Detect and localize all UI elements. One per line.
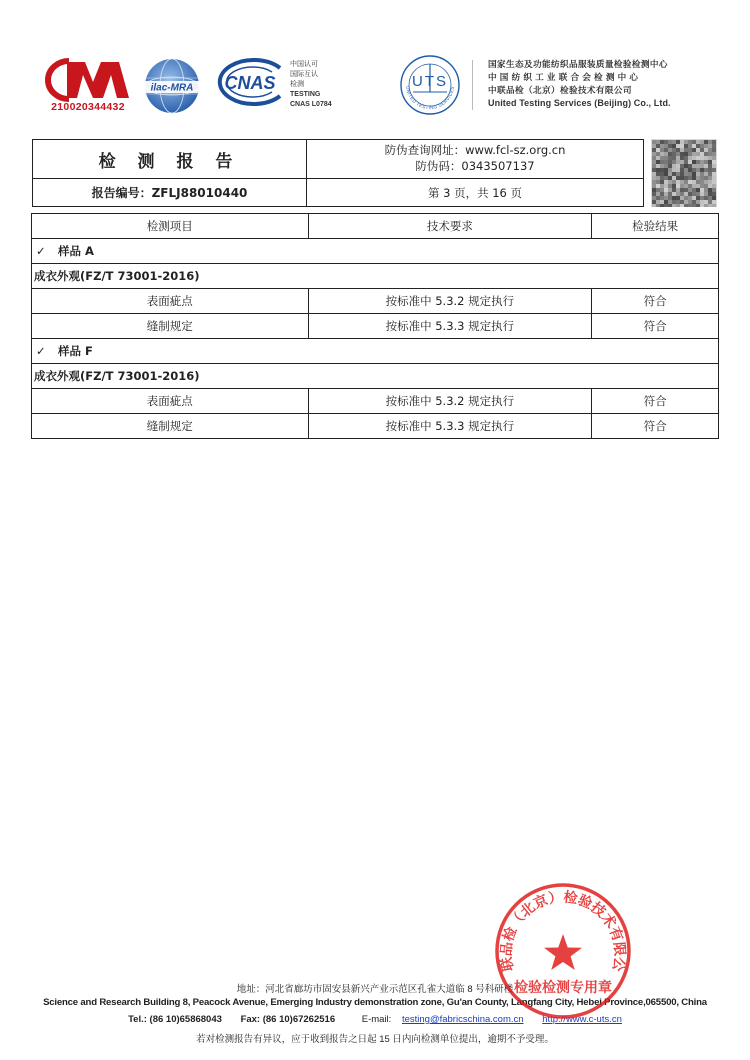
result: 符合	[592, 289, 719, 314]
footer-note: 若对检测报告有异议，应于收到报告之日起 15 日内向检测单位提出，逾期不予受理。	[196, 1034, 554, 1045]
table-row	[32, 314, 719, 339]
org-name-line: 国家生态及功能纺织品服装质量检验检测中心	[488, 59, 668, 69]
svg-text:中联品检（北京）检验技术有限公司: 联品检（北京）检验技术有限公	[498, 889, 628, 973]
cnas-mark-icon	[210, 58, 286, 106]
verify-code: 防伪码：0343507137	[415, 159, 535, 173]
org-name-line: 中 国 纺 织 工 业 联 合 会 检 测 中 心	[488, 72, 639, 82]
footer-address-cn: 地址：河北省廊坊市固安县新兴产业示范区孔雀大道临 8 号科研楼	[236, 984, 514, 995]
table-row	[32, 289, 719, 314]
test-item: 缝制规定	[32, 314, 309, 339]
uts-logo	[397, 52, 463, 118]
test-item: 表面疵点	[32, 289, 309, 314]
requirement: 按标准中 5.3.2 规定执行	[308, 289, 592, 314]
page-info: 第 3 页，共 16 页	[427, 185, 523, 200]
cnas-line: TESTING	[290, 91, 321, 98]
table-row	[32, 414, 719, 439]
footer-tel: Tel.: (86 10)65868043	[128, 1014, 222, 1025]
requirement: 按标准中 5.3.2 规定执行	[308, 389, 592, 414]
requirement: 按标准中 5.3.3 规定执行	[308, 314, 592, 339]
table-row	[32, 389, 719, 414]
cnas-accreditation-text	[290, 60, 332, 110]
cnas-line: 中国认可	[290, 61, 318, 68]
verify-url[interactable]: 防伪查询网址：www.fcl-sz.org.cn	[384, 143, 566, 157]
seal-stamp-icon	[490, 878, 636, 1024]
svg-text:ilac-MRA: ilac-MRA	[150, 82, 194, 94]
section-row	[32, 264, 719, 289]
ilac-mra-logo	[140, 56, 204, 116]
footer-fax: Fax: (86 10)67262516	[240, 1014, 336, 1025]
footer-email-link[interactable]: testing@fabricschina.com.cn	[401, 1014, 524, 1025]
cnas-line: CNAS L0784	[290, 101, 332, 108]
svg-text:CNAS: CNAS	[224, 73, 276, 93]
result: 符合	[592, 314, 719, 339]
results-table	[31, 213, 719, 439]
result: 符合	[592, 414, 719, 439]
organization-names	[488, 58, 671, 110]
footer-email-label: E-mail:	[361, 1014, 392, 1025]
table-header-row	[32, 214, 719, 239]
cnas-line: 国际互认	[290, 71, 318, 78]
svg-text:UTS: UTS	[412, 73, 448, 90]
sample-name: 样品 A	[58, 244, 94, 258]
column-header: 检验结果	[592, 214, 719, 239]
cma-logo	[45, 58, 131, 113]
sample-label	[32, 339, 719, 364]
report-header-box	[32, 139, 644, 207]
verification-info	[307, 142, 643, 178]
section-title: 成衣外观(FZ/T 73001-2016)	[32, 264, 719, 289]
column-header: 技术要求	[308, 214, 592, 239]
cma-number: 210020344432	[51, 101, 125, 113]
footer-website-link[interactable]: http://www.c-uts.cn	[542, 1014, 622, 1025]
cnas-logo	[210, 58, 286, 106]
test-item: 缝制规定	[32, 414, 309, 439]
footer-address-en: Science and Research Building 8, Peacock Avenue, Emerging Industry demonstration zone, Gu'an County, Langfang City, Hebei Province,065500, China	[43, 997, 707, 1008]
official-seal	[490, 878, 636, 1024]
report-number: 报告编号：ZFLJ88010440	[91, 186, 248, 200]
ilac-globe-icon	[140, 56, 204, 116]
requirement: 按标准中 5.3.3 规定执行	[308, 414, 592, 439]
cnas-line: 检测	[290, 81, 304, 88]
header-divider	[472, 60, 473, 110]
qr-code-icon	[651, 139, 717, 207]
sample-name: 样品 F	[58, 344, 93, 358]
report-title: 检 测 报 告	[98, 151, 241, 172]
sample-row	[32, 239, 719, 264]
sample-row	[32, 339, 719, 364]
svg-text:检验检测专用章: 检验检测专用章	[514, 980, 612, 996]
svg-text:UNITED TESTING SERVICES: UNITED TESTING SERVICES	[404, 85, 456, 111]
column-header: 检测项目	[32, 214, 309, 239]
section-row	[32, 364, 719, 389]
checkmark-icon: ✓	[36, 244, 46, 258]
test-item: 表面疵点	[32, 389, 309, 414]
result: 符合	[592, 389, 719, 414]
footer-contact	[0, 1014, 750, 1025]
cma-mark-icon	[45, 58, 131, 102]
org-name-english: United Testing Services (Beijing) Co., Ltd.	[488, 98, 671, 108]
checkmark-icon: ✓	[36, 344, 46, 358]
sample-label	[32, 239, 719, 264]
section-title: 成衣外观(FZ/T 73001-2016)	[32, 364, 719, 389]
uts-emblem-icon	[397, 52, 463, 118]
org-name-line: 中联品检（北京）检验技术有限公司	[488, 85, 632, 95]
